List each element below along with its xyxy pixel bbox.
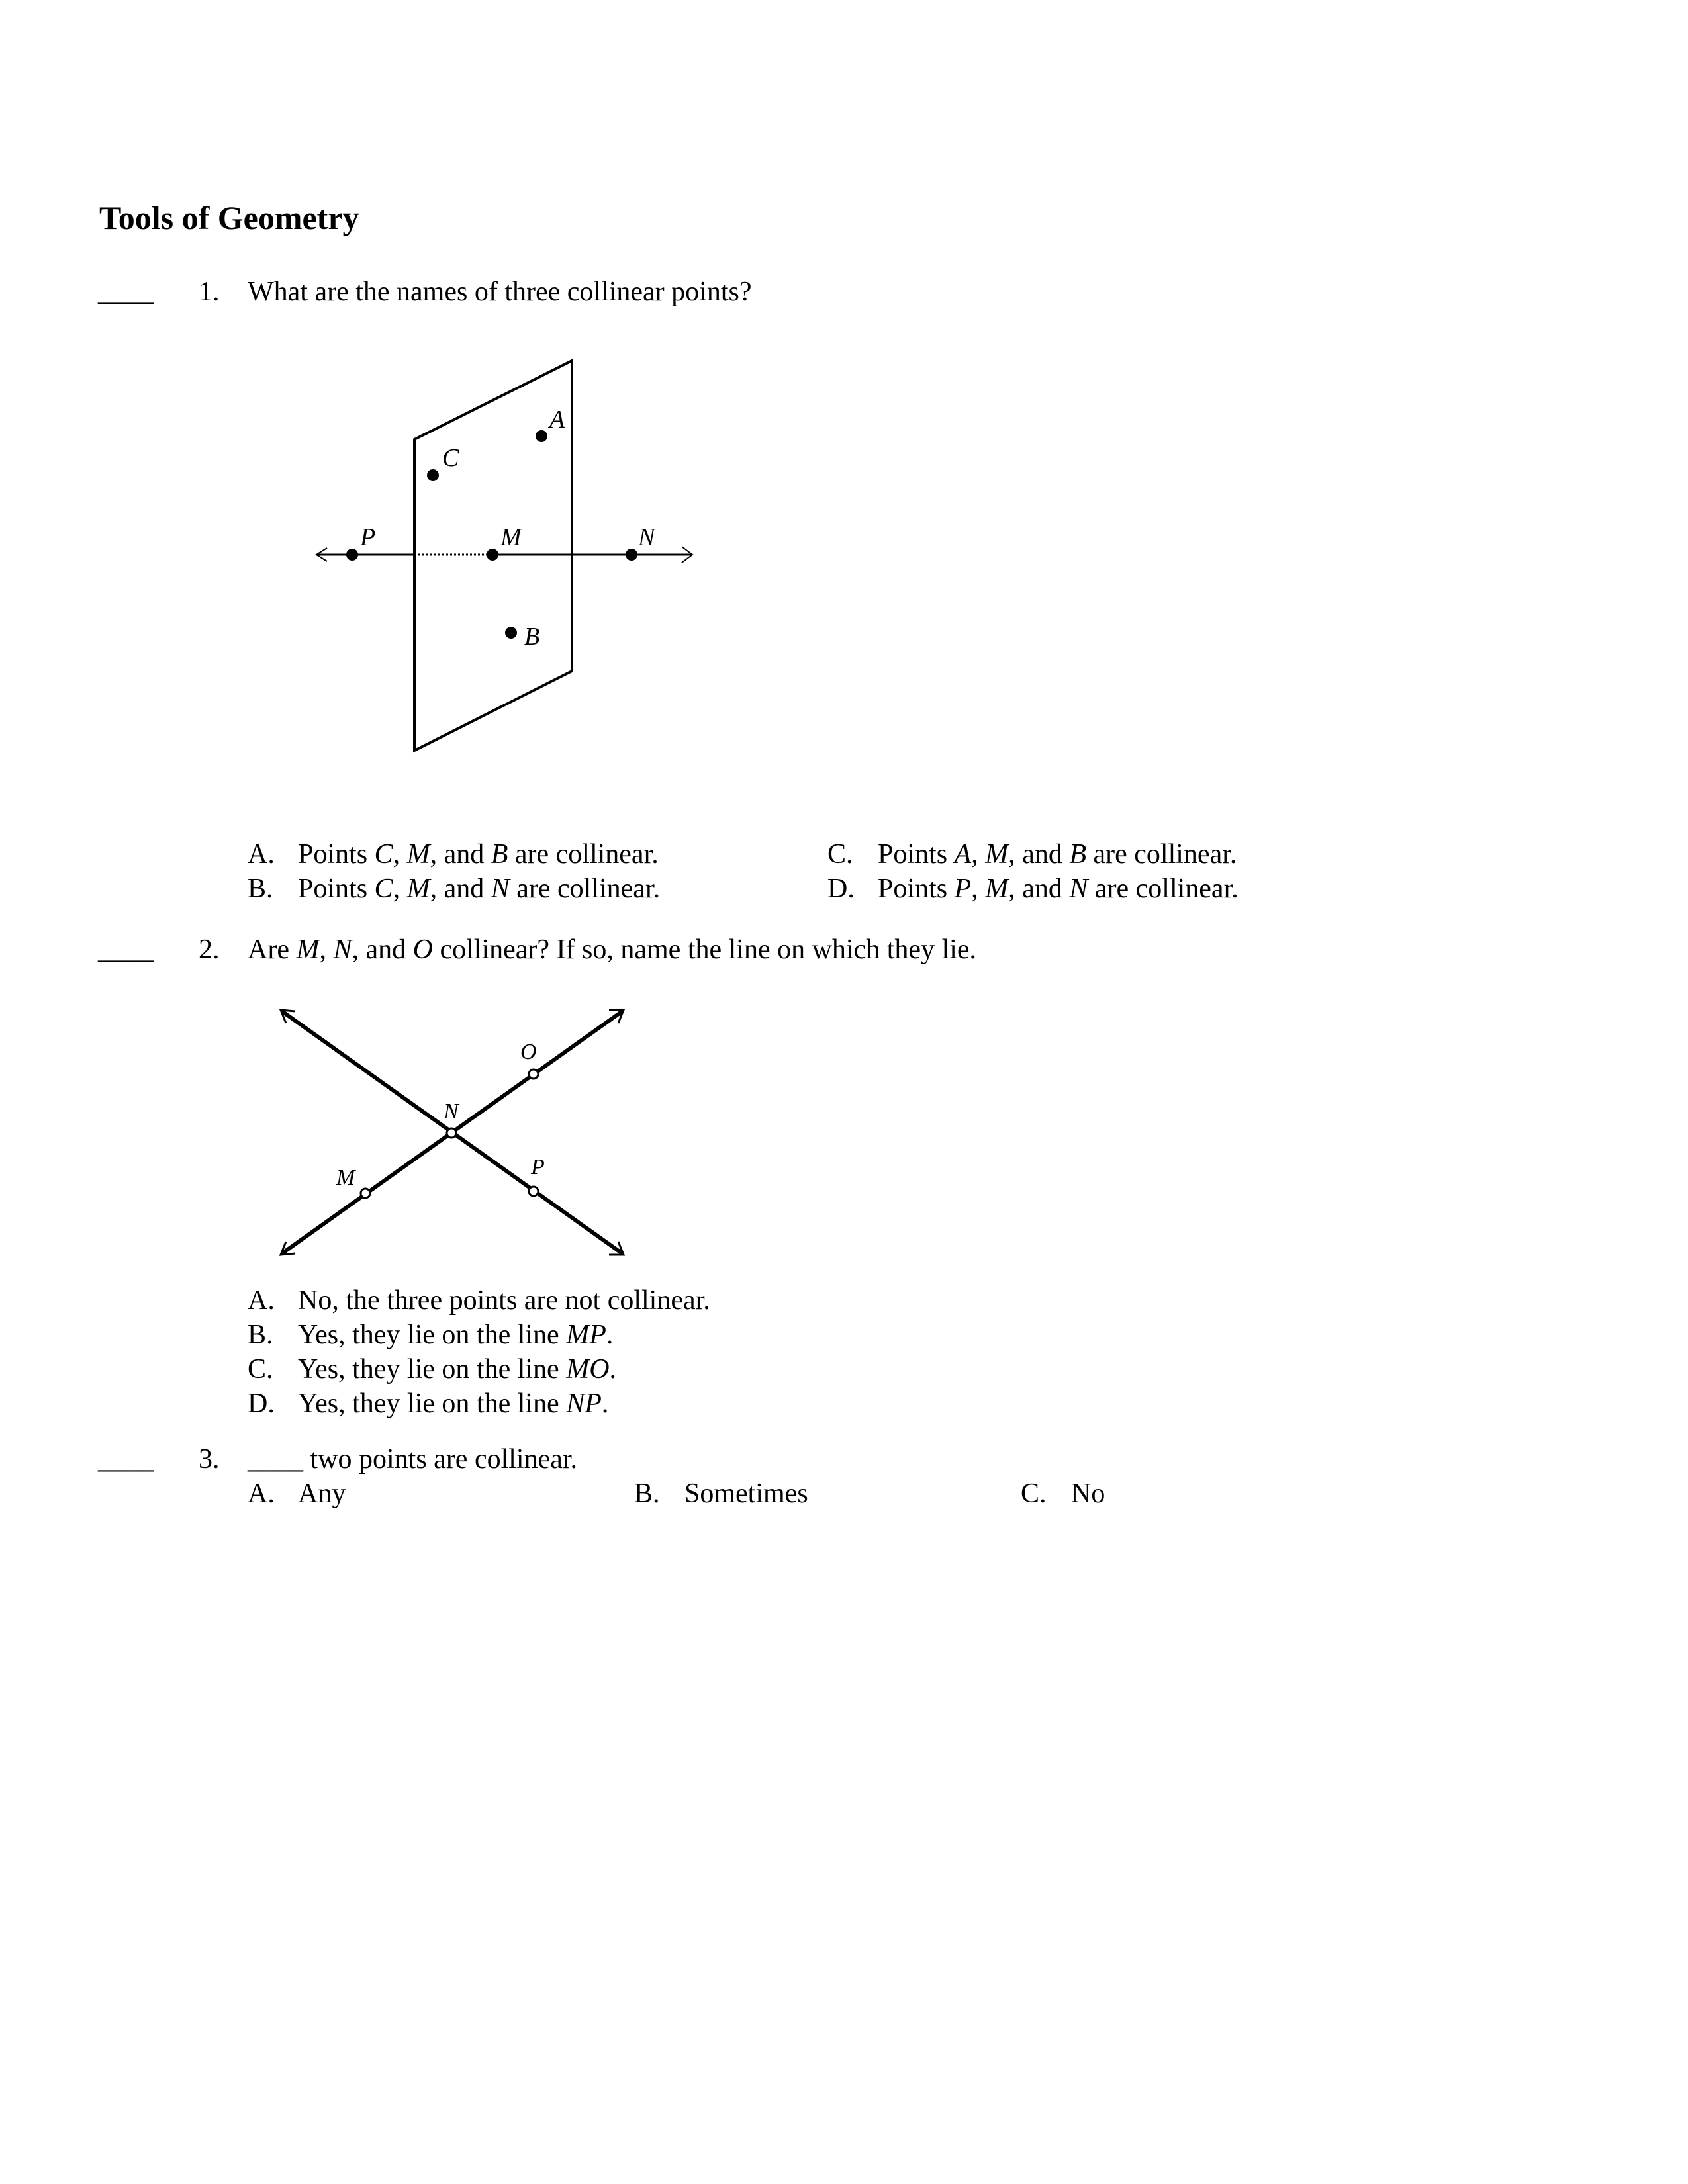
label-p-q2: P [531, 1155, 545, 1179]
question-prompt-q3: ____ two points are collinear. [248, 1444, 578, 1475]
label-m: M [500, 523, 522, 551]
page-title: Tools of Geometry [99, 199, 359, 236]
question-prompt-q2: Are M, N, and O collinear? If so, name the line on which they lie. [248, 934, 977, 965]
option-q3-a[interactable]: A. Any [248, 1479, 346, 1509]
label-m-q2: M [336, 1165, 355, 1190]
option-q2-d[interactable]: D. Yes, they lie on the line NP. [248, 1388, 609, 1419]
point-p [346, 549, 358, 561]
option-q1-a[interactable]: A. Points C, M, and B are collinear. [248, 839, 659, 870]
answer-blank-q2[interactable]: ____ [98, 934, 154, 965]
question-number-q3: 3. [199, 1444, 220, 1475]
option-q3-c[interactable]: C. No [1021, 1479, 1105, 1509]
question-number-q2: 2. [199, 934, 220, 965]
label-c: C [442, 444, 459, 472]
question-prompt-q1: What are the names of three collinear points? [248, 277, 752, 307]
label-b: B [524, 623, 540, 651]
label-n-q2: N [444, 1099, 459, 1124]
point-a [536, 430, 547, 442]
point-c [427, 469, 439, 481]
answer-blank-q1[interactable]: ____ [98, 277, 154, 307]
question-number-q1: 1. [199, 277, 220, 307]
point-m [487, 549, 498, 561]
point-o [529, 1069, 538, 1079]
point-p-q2 [529, 1187, 538, 1196]
option-q2-a[interactable]: A. No, the three points are not collinear. [248, 1285, 710, 1316]
point-n [626, 549, 637, 561]
answer-blank-q3[interactable]: ____ [98, 1444, 154, 1475]
label-o-q2: O [520, 1040, 537, 1064]
option-q1-c[interactable]: C. Points A, M, and B are collinear. [827, 839, 1237, 870]
point-n-center [447, 1128, 456, 1138]
label-a: A [549, 406, 565, 433]
point-m-q2 [361, 1189, 370, 1198]
option-q1-b[interactable]: B. Points C, M, and N are collinear. [248, 874, 661, 904]
option-q2-c[interactable]: C. Yes, they lie on the line MO. [248, 1354, 617, 1385]
point-b [505, 627, 517, 639]
option-q2-b[interactable]: B. Yes, they lie on the line MP. [248, 1320, 614, 1350]
fill-in-blank: ____ [248, 1444, 303, 1475]
label-p: P [360, 523, 376, 551]
option-q3-b[interactable]: B. Sometimes [634, 1479, 808, 1509]
label-n: N [638, 523, 655, 551]
option-q1-d[interactable]: D. Points P, M, and N are collinear. [827, 874, 1239, 904]
